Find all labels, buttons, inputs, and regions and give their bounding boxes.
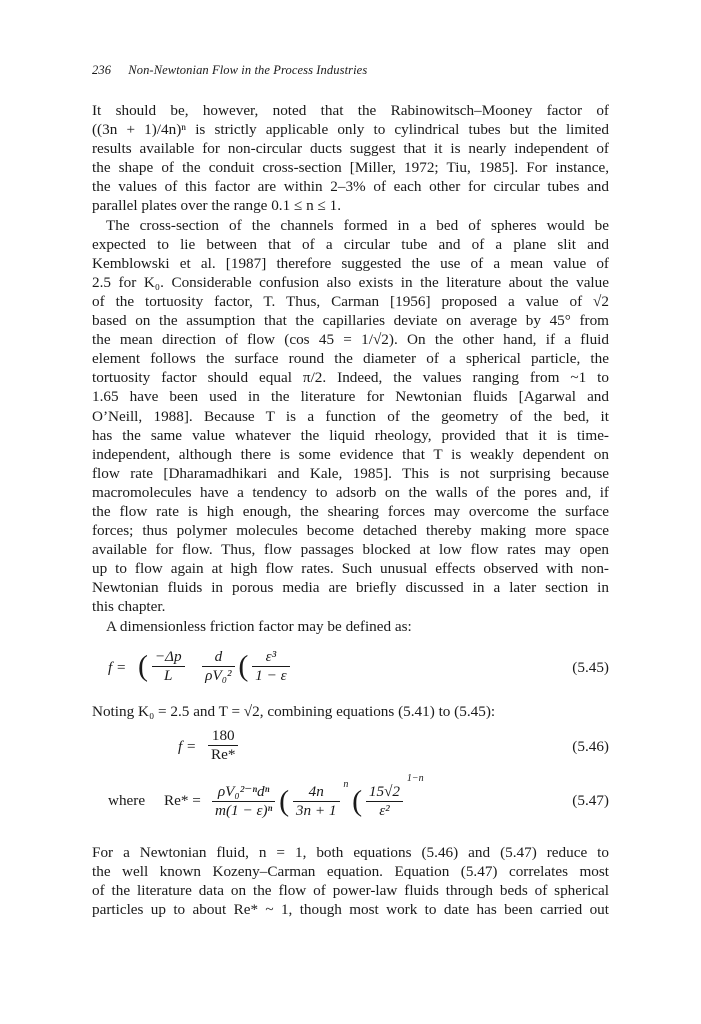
eq-5-47-prefix: where xyxy=(108,791,146,809)
eq-5-46-frac xyxy=(208,727,238,764)
text-line: Newtonian fluids in porous media are briefly discussed in a later section in xyxy=(92,579,609,597)
frac-numerator: d xyxy=(202,648,234,667)
exponent: n xyxy=(343,778,349,790)
eq-5-45-body xyxy=(138,648,290,685)
eq-5-46-number: (5.46) xyxy=(572,737,609,755)
text-line: flow rate [Dharamadhikari and Kale, 1985]. This is not surprising because xyxy=(92,464,609,482)
text-line: parallel plates over the range 0.1 ≤ n ≤ 1. xyxy=(92,197,342,215)
body-text xyxy=(92,101,609,919)
eq-5-45-lhs: f = xyxy=(108,658,127,676)
eq-5-45-frac-3 xyxy=(252,648,289,685)
eq-5-47-frac-2 xyxy=(293,783,340,820)
equation-5-47 xyxy=(92,772,609,825)
eq-5-45-frac-2 xyxy=(202,648,234,685)
text-line: For a Newtonian fluid, n = 1, both equations (5.46) and (5.47) reduce to xyxy=(92,843,609,861)
eq-5-45-frac-1 xyxy=(152,648,185,685)
text-line: up to flow again at high flow rates. Such unusual effects observed with non- xyxy=(92,560,609,578)
eq-5-47-body xyxy=(212,772,424,820)
text-line: 1.65 have been used in the literature for Newtonian fluids [Agarwal and xyxy=(92,388,609,406)
frac-numerator: 4n xyxy=(293,783,340,802)
frac-denominator: 1 − ε xyxy=(255,666,287,684)
text-line: the well known Kozeny–Carman equation. Equation (5.47) correlates most xyxy=(92,862,609,880)
eq-5-46-lhs: f = xyxy=(178,737,197,755)
text-line: forces; thus polymer molecules become detached thereby making more space xyxy=(92,522,609,540)
text-line: It should be, however, noted that the Rabinowitsch–Mooney factor of xyxy=(92,102,609,119)
paren-open: ( xyxy=(238,649,249,683)
page-number: 236 xyxy=(92,63,112,77)
frac-numerator: −Δp xyxy=(152,648,185,667)
eq-5-47-number: (5.47) xyxy=(572,791,609,809)
text-line: particles up to about Re* ~ 1, though most work to date has been carried out xyxy=(92,901,609,918)
text-line: results available for non-circular ducts suggest that it is nearly independent of xyxy=(92,140,609,158)
paragraph-3 xyxy=(92,617,609,636)
frac-numerator: 15√2 xyxy=(366,783,403,802)
text-line: the shape of the conduit cross-section [Miller, 1972; Tiu, 1985]. For instance, xyxy=(92,159,609,177)
paren-open: ( xyxy=(138,649,148,683)
equation-5-45 xyxy=(92,646,609,692)
frac-denominator: 3n + 1 xyxy=(295,801,337,819)
text-line: available for flow. Thus, flow passages blocked at low flow rates may open xyxy=(92,541,609,559)
text-line: independent, although there is some evidence that T is weakly dependent on xyxy=(92,445,609,463)
frac-numerator: 180 xyxy=(208,727,238,746)
text-line: the mean direction of flow (cos 45 = 1/√2). On the other hand, if a fluid xyxy=(92,331,609,349)
eq-5-47-frac-1 xyxy=(212,783,275,820)
paragraph-4 xyxy=(92,702,609,721)
text-line: the values of this factor are within 2–3% of each other for circular tubes and xyxy=(92,178,609,196)
text-line: A dimensionless friction factor may be defined as: xyxy=(106,617,412,635)
book-title: Non-Newtonian Flow in the Process Industries xyxy=(128,63,368,77)
text-line: Kemblowski et al. [1987] therefore suggested the use of a mean value of xyxy=(92,254,609,272)
text-line: The cross-section of the channels formed in a bed of spheres would be xyxy=(106,216,609,234)
frac-numerator: ε³ xyxy=(252,648,289,667)
frac-denominator: ρV₀² xyxy=(205,666,232,684)
paragraph-2 xyxy=(92,216,609,617)
text-line: of the literature data on the flow of power-law fluids through beds of spherical xyxy=(92,881,609,899)
text-line: tortuosity factor should equal π/2. Indeed, the values ranging from ~1 to xyxy=(92,369,609,387)
equation-5-46 xyxy=(92,725,609,769)
text-line: macromolecules have a tendency to adsorb on the walls of the pores and, if xyxy=(92,483,609,501)
text-line: the flow rate is high enough, the shearing forces may overcome the surface xyxy=(92,502,609,520)
paren-open: ( xyxy=(279,784,290,818)
frac-numerator: ρV₀²⁻ⁿdⁿ xyxy=(212,783,275,802)
frac-denominator: Re* xyxy=(211,745,236,763)
frac-denominator: ε² xyxy=(379,801,390,819)
running-head xyxy=(92,63,367,78)
text-line: based on the assumption that the capillaries deviate on average by 45° from xyxy=(92,312,609,330)
eq-5-47-frac-3 xyxy=(366,783,403,820)
eq-5-45-number: (5.45) xyxy=(572,658,609,676)
paragraph-5 xyxy=(92,843,609,919)
paren-open: ( xyxy=(352,784,363,818)
text-line: O’Neill, 1988]. Because T is a function of the geometry of the bed, it xyxy=(92,407,609,425)
text-line: expected to lie between that of a circular tube and of a plane slit and xyxy=(92,235,609,253)
exponent: 1−n xyxy=(406,772,424,784)
text-line: 2.5 for K₀. Considerable confusion also exists in the literature about the value xyxy=(92,273,609,291)
frac-denominator: m(1 − ε)ⁿ xyxy=(215,801,273,819)
text-line: has the same value whatever the liquid rheology, provided that it is time- xyxy=(92,426,609,444)
paragraph-1 xyxy=(92,101,609,216)
text-line: ((3n + 1)/4n)ⁿ is strictly applicable only to cylindrical tubes but the limited xyxy=(92,121,609,139)
text-line: this chapter. xyxy=(92,598,166,616)
frac-denominator: L xyxy=(163,666,173,684)
eq-5-47-lhs: Re* = xyxy=(164,791,201,809)
text-line: element follows the surface round the diameter of a spherical particle, the xyxy=(92,350,609,368)
text-line: Noting K₀ = 2.5 and T = √2, combining equations (5.41) to (5.45): xyxy=(92,702,496,720)
text-line: of the tortuosity factor, T. Thus, Carman [1956] proposed a value of √2 xyxy=(92,292,609,310)
